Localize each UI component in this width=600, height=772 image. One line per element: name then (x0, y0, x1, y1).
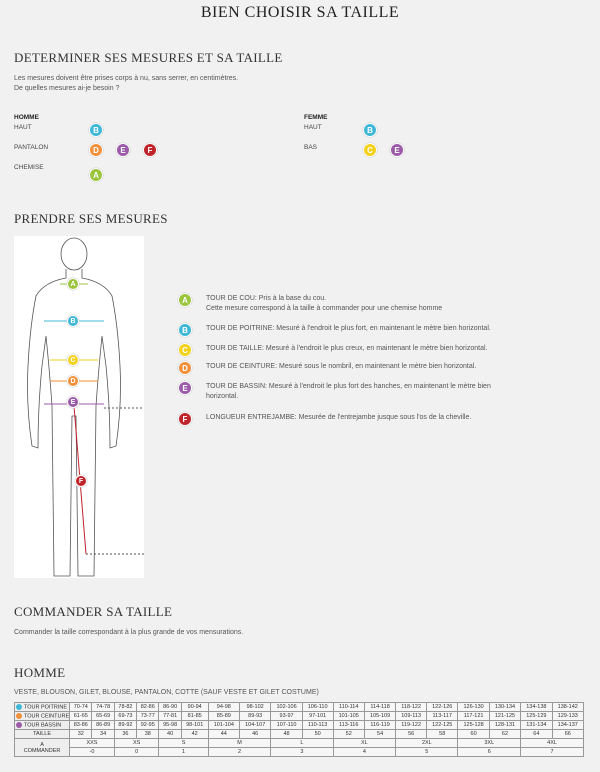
table-cell: 125-129 (521, 712, 552, 721)
table-cell: 119-122 (396, 721, 427, 730)
row-marker-e (16, 722, 22, 728)
table-cell: 121-125 (489, 712, 520, 721)
commander-number-cell: 7 (521, 748, 584, 757)
table-cell: 114-118 (364, 703, 395, 712)
legend-line: horizontal. (206, 393, 239, 400)
table-cell: 134-138 (521, 703, 552, 712)
commander-letter-cell: 4XL (521, 739, 584, 748)
page-title: BIEN CHOISIR SA TAILLE (200, 4, 400, 21)
table-cell: 102-106 (271, 703, 302, 712)
homme-title: HOMME (14, 114, 39, 121)
row-header (15, 721, 70, 730)
taille-cell: 36 (114, 730, 136, 739)
figure-marker-e: E (67, 396, 79, 408)
row-label: TOUR POITRINE (24, 704, 67, 711)
legend-text-c (206, 344, 584, 354)
table-cell: 113-117 (427, 712, 458, 721)
femme-bas-label: BAS (304, 144, 318, 151)
table-cell: 106-110 (302, 703, 333, 712)
table-cell: 61-65 (70, 712, 92, 721)
intro-text-1: Les mesures doivent être prises corps à nu, sans serrer, en centimètres. (14, 75, 239, 82)
table-cell: 110-113 (302, 721, 333, 730)
homme-pantalon-label: PANTALON (14, 144, 49, 151)
row-marker-b (16, 704, 22, 710)
row-header (15, 703, 70, 712)
row-header-taille: TAILLE (15, 730, 70, 739)
commander-number-cell: 5 (396, 748, 458, 757)
row-label: TOUR BASSIN (24, 722, 62, 729)
table-cell: 104-107 (240, 721, 271, 730)
table-row-commander-numbers (15, 748, 584, 757)
table-cell: 92-95 (137, 721, 159, 730)
table-cell: 95-98 (159, 721, 181, 730)
homme-chemise-label: CHEMISE (14, 164, 44, 171)
table-cell: 69-73 (114, 712, 136, 721)
commander-letter-cell: XL (333, 739, 396, 748)
table-cell: 81-85 (181, 712, 208, 721)
table-cell: 73-77 (137, 712, 159, 721)
table-cell: 74-78 (92, 703, 114, 712)
femme-haut-marker-b: B (363, 123, 377, 137)
femme-bas-marker-e: E (390, 143, 404, 157)
row-header-commander (15, 739, 70, 757)
table-cell: 105-109 (364, 712, 395, 721)
legend-marker-a: A (178, 293, 192, 307)
taille-cell: 58 (427, 730, 458, 739)
table-cell: 113-116 (333, 721, 364, 730)
homme-haut-marker-b: B (89, 123, 103, 137)
homme-table-subtitle: VESTE, BLOUSON, GILET, BLOUSE, PANTALON, COTTE (SAUF VESTE ET GILET COSTUME) (14, 689, 319, 696)
table-cell: 129-133 (552, 712, 583, 721)
figure-marker-b: B (67, 315, 79, 327)
body-figure (14, 236, 144, 578)
commander-label-a: A (40, 741, 44, 748)
table-cell: 126-130 (458, 703, 489, 712)
legend-text-d (206, 362, 584, 372)
taille-cell: 42 (181, 730, 208, 739)
commander-number-cell: -0 (70, 748, 115, 757)
figure-marker-c: C (67, 354, 79, 366)
commander-number-cell: 4 (333, 748, 396, 757)
table-row-d (15, 712, 584, 721)
table-cell: 122-126 (427, 703, 458, 712)
homme-chemise-marker-a: A (89, 168, 103, 182)
table-cell: 97-101 (302, 712, 333, 721)
table-cell: 82-86 (137, 703, 159, 712)
legend-marker-e: E (178, 381, 192, 395)
table-cell: 86-89 (92, 721, 114, 730)
taille-cell: 40 (159, 730, 181, 739)
legend-line: TOUR DE CEINTURE: Mesuré sous le nombril, en maintenant le mètre bien horizontal. (206, 363, 477, 370)
femme-haut-label: HAUT (304, 124, 322, 131)
table-cell: 101-105 (333, 712, 364, 721)
legend-line: Cette mesure correspond à la taille à commander pour une chemise homme (206, 305, 443, 312)
taille-cell: 46 (240, 730, 271, 739)
table-row-taille (15, 730, 584, 739)
legend-marker-b: B (178, 323, 192, 337)
table-cell: 89-93 (240, 712, 271, 721)
table-cell: 122-125 (427, 721, 458, 730)
table-cell: 70-74 (70, 703, 92, 712)
legend-line: LONGUEUR ENTREJAMBE: Mesurée de l'entrejambe jusque sous l'os de la cheville. (206, 414, 472, 421)
commander-letter-cell: XXS (70, 739, 115, 748)
table-cell: 138-142 (552, 703, 583, 712)
intro-text-2: De quelles mesures ai-je besoin ? (14, 85, 120, 92)
commander-letter-cell: S (159, 739, 208, 748)
legend-line: TOUR DE BASSIN: Mesuré à l'endroit le plus fort des hanches, en maintenant le mètre bien (206, 383, 491, 390)
body-silhouette-illustration (14, 236, 144, 578)
table-cell: 98-102 (240, 703, 271, 712)
taille-cell: 56 (396, 730, 427, 739)
taille-cell: 44 (208, 730, 239, 739)
table-cell: 101-104 (208, 721, 239, 730)
table-cell: 77-81 (159, 712, 181, 721)
commander-number-cell: 6 (458, 748, 521, 757)
table-cell: 90-94 (181, 703, 208, 712)
table-cell: 125-128 (458, 721, 489, 730)
femme-bas-marker-c: C (363, 143, 377, 157)
legend-text-f (206, 413, 584, 423)
commander-text: Commander la taille correspondant à la plus grande de vos mensurations. (14, 629, 244, 636)
section-determiner-heading: DETERMINER SES MESURES ET SA TAILLE (14, 50, 283, 65)
table-cell: 93-97 (271, 712, 302, 721)
commander-letter-cell: M (208, 739, 271, 748)
table-cell: 78-82 (114, 703, 136, 712)
legend-text-b (206, 324, 584, 334)
commander-letter-cell: L (271, 739, 333, 748)
commander-letter-cell: 2XL (396, 739, 458, 748)
section-prendre-heading: PRENDRE SES MESURES (14, 211, 168, 226)
taille-cell: 34 (92, 730, 114, 739)
row-label: TOUR CEINTURE (24, 713, 70, 720)
taille-cell: 66 (552, 730, 583, 739)
table-cell: 118-122 (396, 703, 427, 712)
table-cell: 110-114 (333, 703, 364, 712)
section-commander-heading: COMMANDER SA TAILLE (14, 604, 173, 619)
homme-haut-label: HAUT (14, 124, 32, 131)
table-row-e (15, 721, 584, 730)
table-cell: 131-134 (521, 721, 552, 730)
taille-cell: 50 (302, 730, 333, 739)
homme-pantalon-marker-e: E (116, 143, 130, 157)
legend-text-e (206, 382, 584, 402)
table-cell: 65-69 (92, 712, 114, 721)
commander-number-cell: 0 (114, 748, 159, 757)
taille-cell: 32 (70, 730, 92, 739)
legend-line: TOUR DE POITRINE: Mesuré à l'endroit le plus fort, en maintenant le mètre bien horizontal. (206, 325, 491, 332)
legend-marker-f: F (178, 412, 192, 426)
table-cell: 109-113 (396, 712, 427, 721)
table-cell: 83-86 (70, 721, 92, 730)
figure-marker-d: D (67, 375, 79, 387)
table-cell: 94-98 (208, 703, 239, 712)
table-cell: 98-101 (181, 721, 208, 730)
table-cell: 89-92 (114, 721, 136, 730)
taille-cell: 38 (137, 730, 159, 739)
legend-marker-c: C (178, 343, 192, 357)
table-cell: 86-90 (159, 703, 181, 712)
taille-cell: 52 (333, 730, 364, 739)
commander-letter-cell: 3XL (458, 739, 521, 748)
homme-size-table (14, 702, 584, 757)
homme-table-heading: HOMME (14, 665, 66, 680)
taille-cell: 54 (364, 730, 395, 739)
commander-label: COMMANDER (23, 747, 61, 754)
table-cell: 107-110 (271, 721, 302, 730)
table-cell: 130-134 (489, 703, 520, 712)
femme-title: FEMME (304, 114, 328, 121)
commander-number-cell: 1 (159, 748, 208, 757)
table-cell: 117-121 (458, 712, 489, 721)
commander-letter-cell: XS (114, 739, 159, 748)
table-row-b (15, 703, 584, 712)
table-cell: 85-89 (208, 712, 239, 721)
legend-marker-d: D (178, 361, 192, 375)
row-header (15, 712, 70, 721)
homme-pantalon-marker-d: D (89, 143, 103, 157)
figure-marker-f: F (75, 475, 87, 487)
figure-marker-a: A (67, 278, 79, 290)
taille-cell: 60 (458, 730, 489, 739)
table-cell: 128-131 (489, 721, 520, 730)
homme-pantalon-marker-f: F (143, 143, 157, 157)
table-cell: 134-137 (552, 721, 583, 730)
taille-cell: 64 (521, 730, 552, 739)
taille-cell: 48 (271, 730, 302, 739)
legend-line: TOUR DE COU: Pris à la base du cou. (206, 295, 327, 302)
table-row-commander-letters (15, 739, 584, 748)
taille-cell: 62 (489, 730, 520, 739)
commander-number-cell: 2 (208, 748, 271, 757)
legend-line: TOUR DE TAILLE: Mesuré à l'endroit le plus creux, en maintenant le mètre bien horizontal. (206, 345, 488, 352)
legend-text-a (206, 294, 584, 314)
row-marker-d (16, 713, 22, 719)
commander-number-cell: 3 (271, 748, 333, 757)
table-cell: 116-119 (364, 721, 395, 730)
